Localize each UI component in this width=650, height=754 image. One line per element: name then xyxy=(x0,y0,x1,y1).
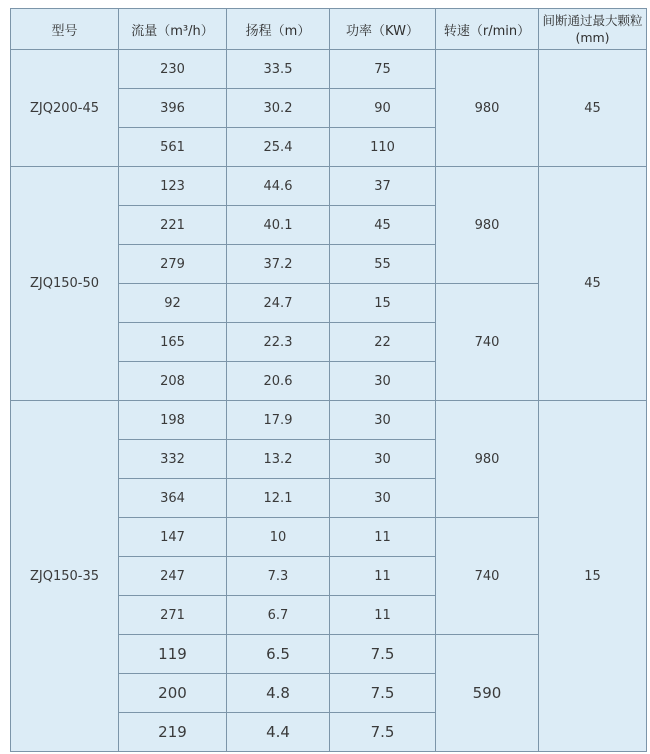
flow-cell: 198 xyxy=(119,401,227,440)
power-cell: 7.5 xyxy=(330,674,436,713)
header-model: 型号 xyxy=(11,9,119,50)
model-cell: ZJQ150-35 xyxy=(11,401,119,752)
flow-cell: 247 xyxy=(119,557,227,596)
power-cell: 11 xyxy=(330,557,436,596)
head-cell: 30.2 xyxy=(227,89,330,128)
power-cell: 30 xyxy=(330,479,436,518)
power-cell: 30 xyxy=(330,362,436,401)
head-cell: 6.7 xyxy=(227,596,330,635)
flow-cell: 364 xyxy=(119,479,227,518)
flow-cell: 147 xyxy=(119,518,227,557)
table-row xyxy=(11,167,647,206)
header-speed: 转速（r/min） xyxy=(436,9,539,50)
power-cell: 7.5 xyxy=(330,635,436,674)
particle-cell: 45 xyxy=(539,167,647,401)
table-row xyxy=(11,401,647,440)
header-row xyxy=(11,9,647,50)
head-cell: 12.1 xyxy=(227,479,330,518)
head-cell: 4.4 xyxy=(227,713,330,752)
head-cell: 13.2 xyxy=(227,440,330,479)
speed-cell: 590 xyxy=(436,635,539,752)
power-cell: 37 xyxy=(330,167,436,206)
power-cell: 110 xyxy=(330,128,436,167)
head-cell: 22.3 xyxy=(227,323,330,362)
flow-cell: 561 xyxy=(119,128,227,167)
flow-cell: 208 xyxy=(119,362,227,401)
power-cell: 45 xyxy=(330,206,436,245)
speed-cell: 980 xyxy=(436,50,539,167)
head-cell: 10 xyxy=(227,518,330,557)
flow-cell: 221 xyxy=(119,206,227,245)
pump-spec-table xyxy=(10,8,647,752)
power-cell: 7.5 xyxy=(330,713,436,752)
head-cell: 20.6 xyxy=(227,362,330,401)
flow-cell: 219 xyxy=(119,713,227,752)
header-head: 扬程（m） xyxy=(227,9,330,50)
flow-cell: 200 xyxy=(119,674,227,713)
flow-cell: 279 xyxy=(119,245,227,284)
flow-cell: 230 xyxy=(119,50,227,89)
flow-cell: 332 xyxy=(119,440,227,479)
head-cell: 33.5 xyxy=(227,50,330,89)
header-flow: 流量（m³/h） xyxy=(119,9,227,50)
head-cell: 37.2 xyxy=(227,245,330,284)
head-cell: 7.3 xyxy=(227,557,330,596)
header-max-particle: 间断通过最大颗粒(mm) xyxy=(539,9,647,50)
flow-cell: 165 xyxy=(119,323,227,362)
power-cell: 75 xyxy=(330,50,436,89)
speed-cell: 980 xyxy=(436,167,539,284)
head-cell: 44.6 xyxy=(227,167,330,206)
particle-cell: 45 xyxy=(539,50,647,167)
head-cell: 6.5 xyxy=(227,635,330,674)
flow-cell: 92 xyxy=(119,284,227,323)
power-cell: 11 xyxy=(330,518,436,557)
particle-cell: 15 xyxy=(539,401,647,752)
head-cell: 25.4 xyxy=(227,128,330,167)
header-power: 功率（KW） xyxy=(330,9,436,50)
head-cell: 17.9 xyxy=(227,401,330,440)
flow-cell: 271 xyxy=(119,596,227,635)
table-row xyxy=(11,50,647,89)
power-cell: 30 xyxy=(330,440,436,479)
power-cell: 55 xyxy=(330,245,436,284)
head-cell: 24.7 xyxy=(227,284,330,323)
speed-cell: 740 xyxy=(436,518,539,635)
head-cell: 4.8 xyxy=(227,674,330,713)
power-cell: 90 xyxy=(330,89,436,128)
head-cell: 40.1 xyxy=(227,206,330,245)
flow-cell: 123 xyxy=(119,167,227,206)
speed-cell: 740 xyxy=(436,284,539,401)
speed-cell: 980 xyxy=(436,401,539,518)
flow-cell: 119 xyxy=(119,635,227,674)
model-cell: ZJQ200-45 xyxy=(11,50,119,167)
power-cell: 15 xyxy=(330,284,436,323)
flow-cell: 396 xyxy=(119,89,227,128)
table-body xyxy=(11,50,647,752)
power-cell: 22 xyxy=(330,323,436,362)
model-cell: ZJQ150-50 xyxy=(11,167,119,401)
power-cell: 11 xyxy=(330,596,436,635)
power-cell: 30 xyxy=(330,401,436,440)
